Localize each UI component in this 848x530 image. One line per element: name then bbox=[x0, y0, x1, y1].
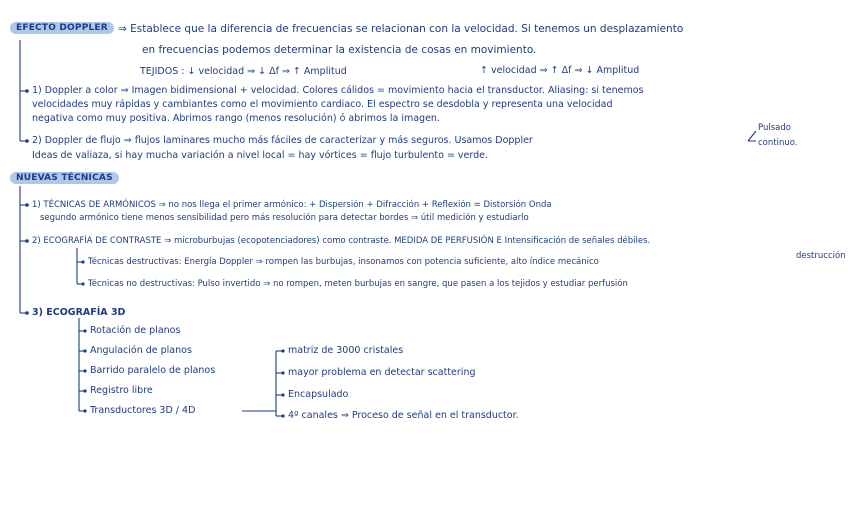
doppler-definition-line1: ⇒ Establece que la diferencia de frecuencias se relacionan con la velocidad. Si tenemos un desplazamiento bbox=[118, 23, 684, 35]
bullet-dot bbox=[83, 349, 86, 352]
continuo-label: continuo. bbox=[758, 138, 798, 148]
tejidos-low-velocity: TEJIDOS : ↓ velocidad ⇒ ↓ Δf ⇒ ↑ Amplitud bbox=[140, 66, 347, 77]
armonicos-line2: segundo armónico tiene menos sensibilidad pero más resolución para detectar bordes ⇒ útil medición y estudiarlo bbox=[40, 213, 529, 223]
armonicos-line1: 1) TÉCNICAS DE ARMÓNICOS ⇒ no nos llega el primer armónico: + Dispersión + Difracción + Reflexión = Distorsión Onda bbox=[32, 200, 552, 210]
bullet-dot bbox=[81, 282, 84, 285]
bullet-dot bbox=[25, 89, 29, 93]
pulsado-continuo-fork bbox=[748, 131, 756, 141]
doppler-color-line1: 1) Doppler a color ⇒ Imagen bidimensional + velocidad. Colores cálidos = movimiento hacia el transductor. Aliasing: si tenemos bbox=[32, 85, 644, 96]
tecnicas-destructivas: Técnicas destructivas: Energía Doppler ⇒ rompen las burbujas, insonamos con potencia suficiente, alto índice mecánico bbox=[88, 257, 599, 267]
bullet-dot bbox=[281, 371, 284, 374]
eco3d-item: Angulación de planos bbox=[90, 345, 192, 356]
eco3d-item: Barrido paralelo de planos bbox=[90, 365, 216, 376]
bullet-dot bbox=[25, 311, 29, 315]
ecografia-contraste-line: 2) ECOGRAFÍA DE CONTRASTE ⇒ microburbujas (ecopotenciadores) como contraste. MEDIDA DE PERFUSIÓN E Intensificación de señales débiles. bbox=[32, 236, 651, 246]
doppler-color-line2: velocidades muy rápidas y cambiantes como el movimiento cardiaco. El espectro se desdobla y representa una velocidad bbox=[32, 99, 613, 110]
doppler-color-line3: negativa como muy positiva. Abrimos rango (menos resolución) ó abrimos la imagen. bbox=[32, 113, 440, 124]
pulsado-label: Pulsado bbox=[758, 123, 791, 133]
bullet-dot bbox=[83, 409, 86, 412]
bullet-dot bbox=[281, 414, 284, 417]
tejidos-high-velocity: ↑ velocidad ⇒ ↑ Δf ⇒ ↓ Amplitud bbox=[480, 65, 640, 76]
transductor-item: matriz de 3000 cristales bbox=[288, 345, 404, 356]
doppler-definition-line2: en frecuencias podemos determinar la existencia de cosas en movimiento. bbox=[142, 44, 537, 56]
efecto-doppler-heading: EFECTO DOPPLER bbox=[10, 22, 114, 34]
transductor-item: 4º canales ⇒ Proceso de señal en el transductor. bbox=[288, 410, 519, 421]
bullet-dot bbox=[25, 203, 29, 207]
bullet-dot bbox=[281, 393, 284, 396]
bullet-dot bbox=[281, 349, 284, 352]
transductor-item: mayor problema en detectar scattering bbox=[288, 367, 476, 378]
eco3d-item: Transductores 3D / 4D bbox=[90, 405, 196, 416]
bullet-dot bbox=[25, 239, 29, 243]
bullet-dot bbox=[81, 260, 84, 263]
eco3d-item: Registro libre bbox=[90, 385, 153, 396]
transductor-item: Encapsulado bbox=[288, 389, 349, 400]
destruccion-note: destrucción bbox=[796, 251, 846, 261]
bullet-dot bbox=[25, 139, 29, 143]
ecografia-3d-heading: 3) ECOGRAFÍA 3D bbox=[32, 307, 126, 318]
eco3d-item: Rotación de planos bbox=[90, 325, 181, 336]
bullet-dot bbox=[83, 369, 86, 372]
doppler-flujo-line1: 2) Doppler de flujo ⇒ flujos laminares mucho más fáciles de caracterizar y más seguros. Usamos Doppler bbox=[32, 135, 533, 146]
bullet-dot bbox=[83, 389, 86, 392]
nuevas-tecnicas-heading: NUEVAS TÉCNICAS bbox=[10, 172, 119, 184]
tecnicas-no-destructivas: Técnicas no destructivas: Pulso invertido ⇒ no rompen, meten burbujas en sangre, que pasen a los tejidos y estudiar perfusión bbox=[88, 279, 628, 289]
doppler-flujo-line2: Ideas de valiaza, si hay mucha variación a nivel local = hay vórtices = flujo turbulento = verde. bbox=[32, 150, 489, 161]
bullet-dot bbox=[83, 329, 86, 332]
